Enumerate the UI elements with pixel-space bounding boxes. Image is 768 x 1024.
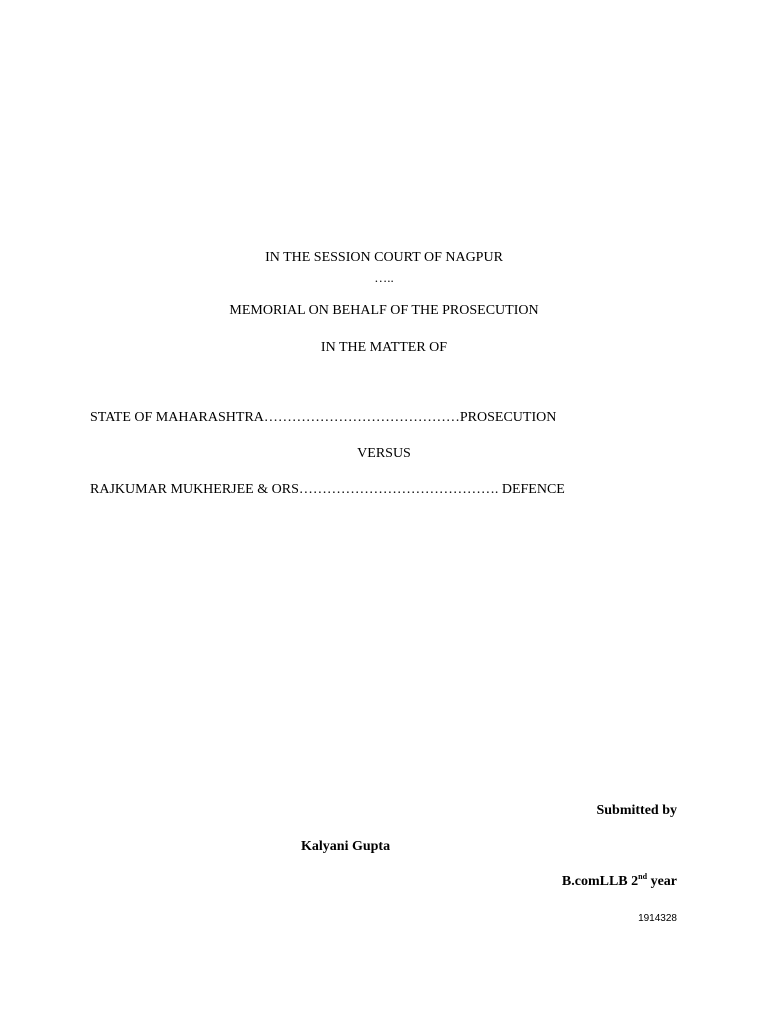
- prosecution-party-line: STATE OF MAHARASHTRA……………………………………PROSECUTION: [90, 410, 557, 425]
- versus-label: VERSUS: [357, 446, 411, 461]
- course-suffix: year: [647, 874, 677, 889]
- course-prefix: B.comLLB 2: [561, 874, 639, 889]
- ellipsis-separator: …..: [374, 270, 394, 285]
- submitter-name: Kalyani Gupta: [301, 839, 391, 854]
- court-title: IN THE SESSION COURT OF NAGPUR: [265, 250, 503, 265]
- submitted-by-label: Submitted by: [596, 803, 677, 818]
- matter-heading: IN THE MATTER OF: [320, 340, 448, 355]
- course-year: [562, 874, 677, 890]
- defence-party-line: RAJKUMAR MUKHERJEE & ORS……………………………………. DEFENCE: [90, 482, 565, 497]
- roll-number: 1914328: [638, 913, 677, 924]
- memorial-heading: MEMORIAL ON BEHALF OF THE PROSECUTION: [229, 303, 539, 318]
- course-ordinal-suffix: nd: [638, 872, 648, 881]
